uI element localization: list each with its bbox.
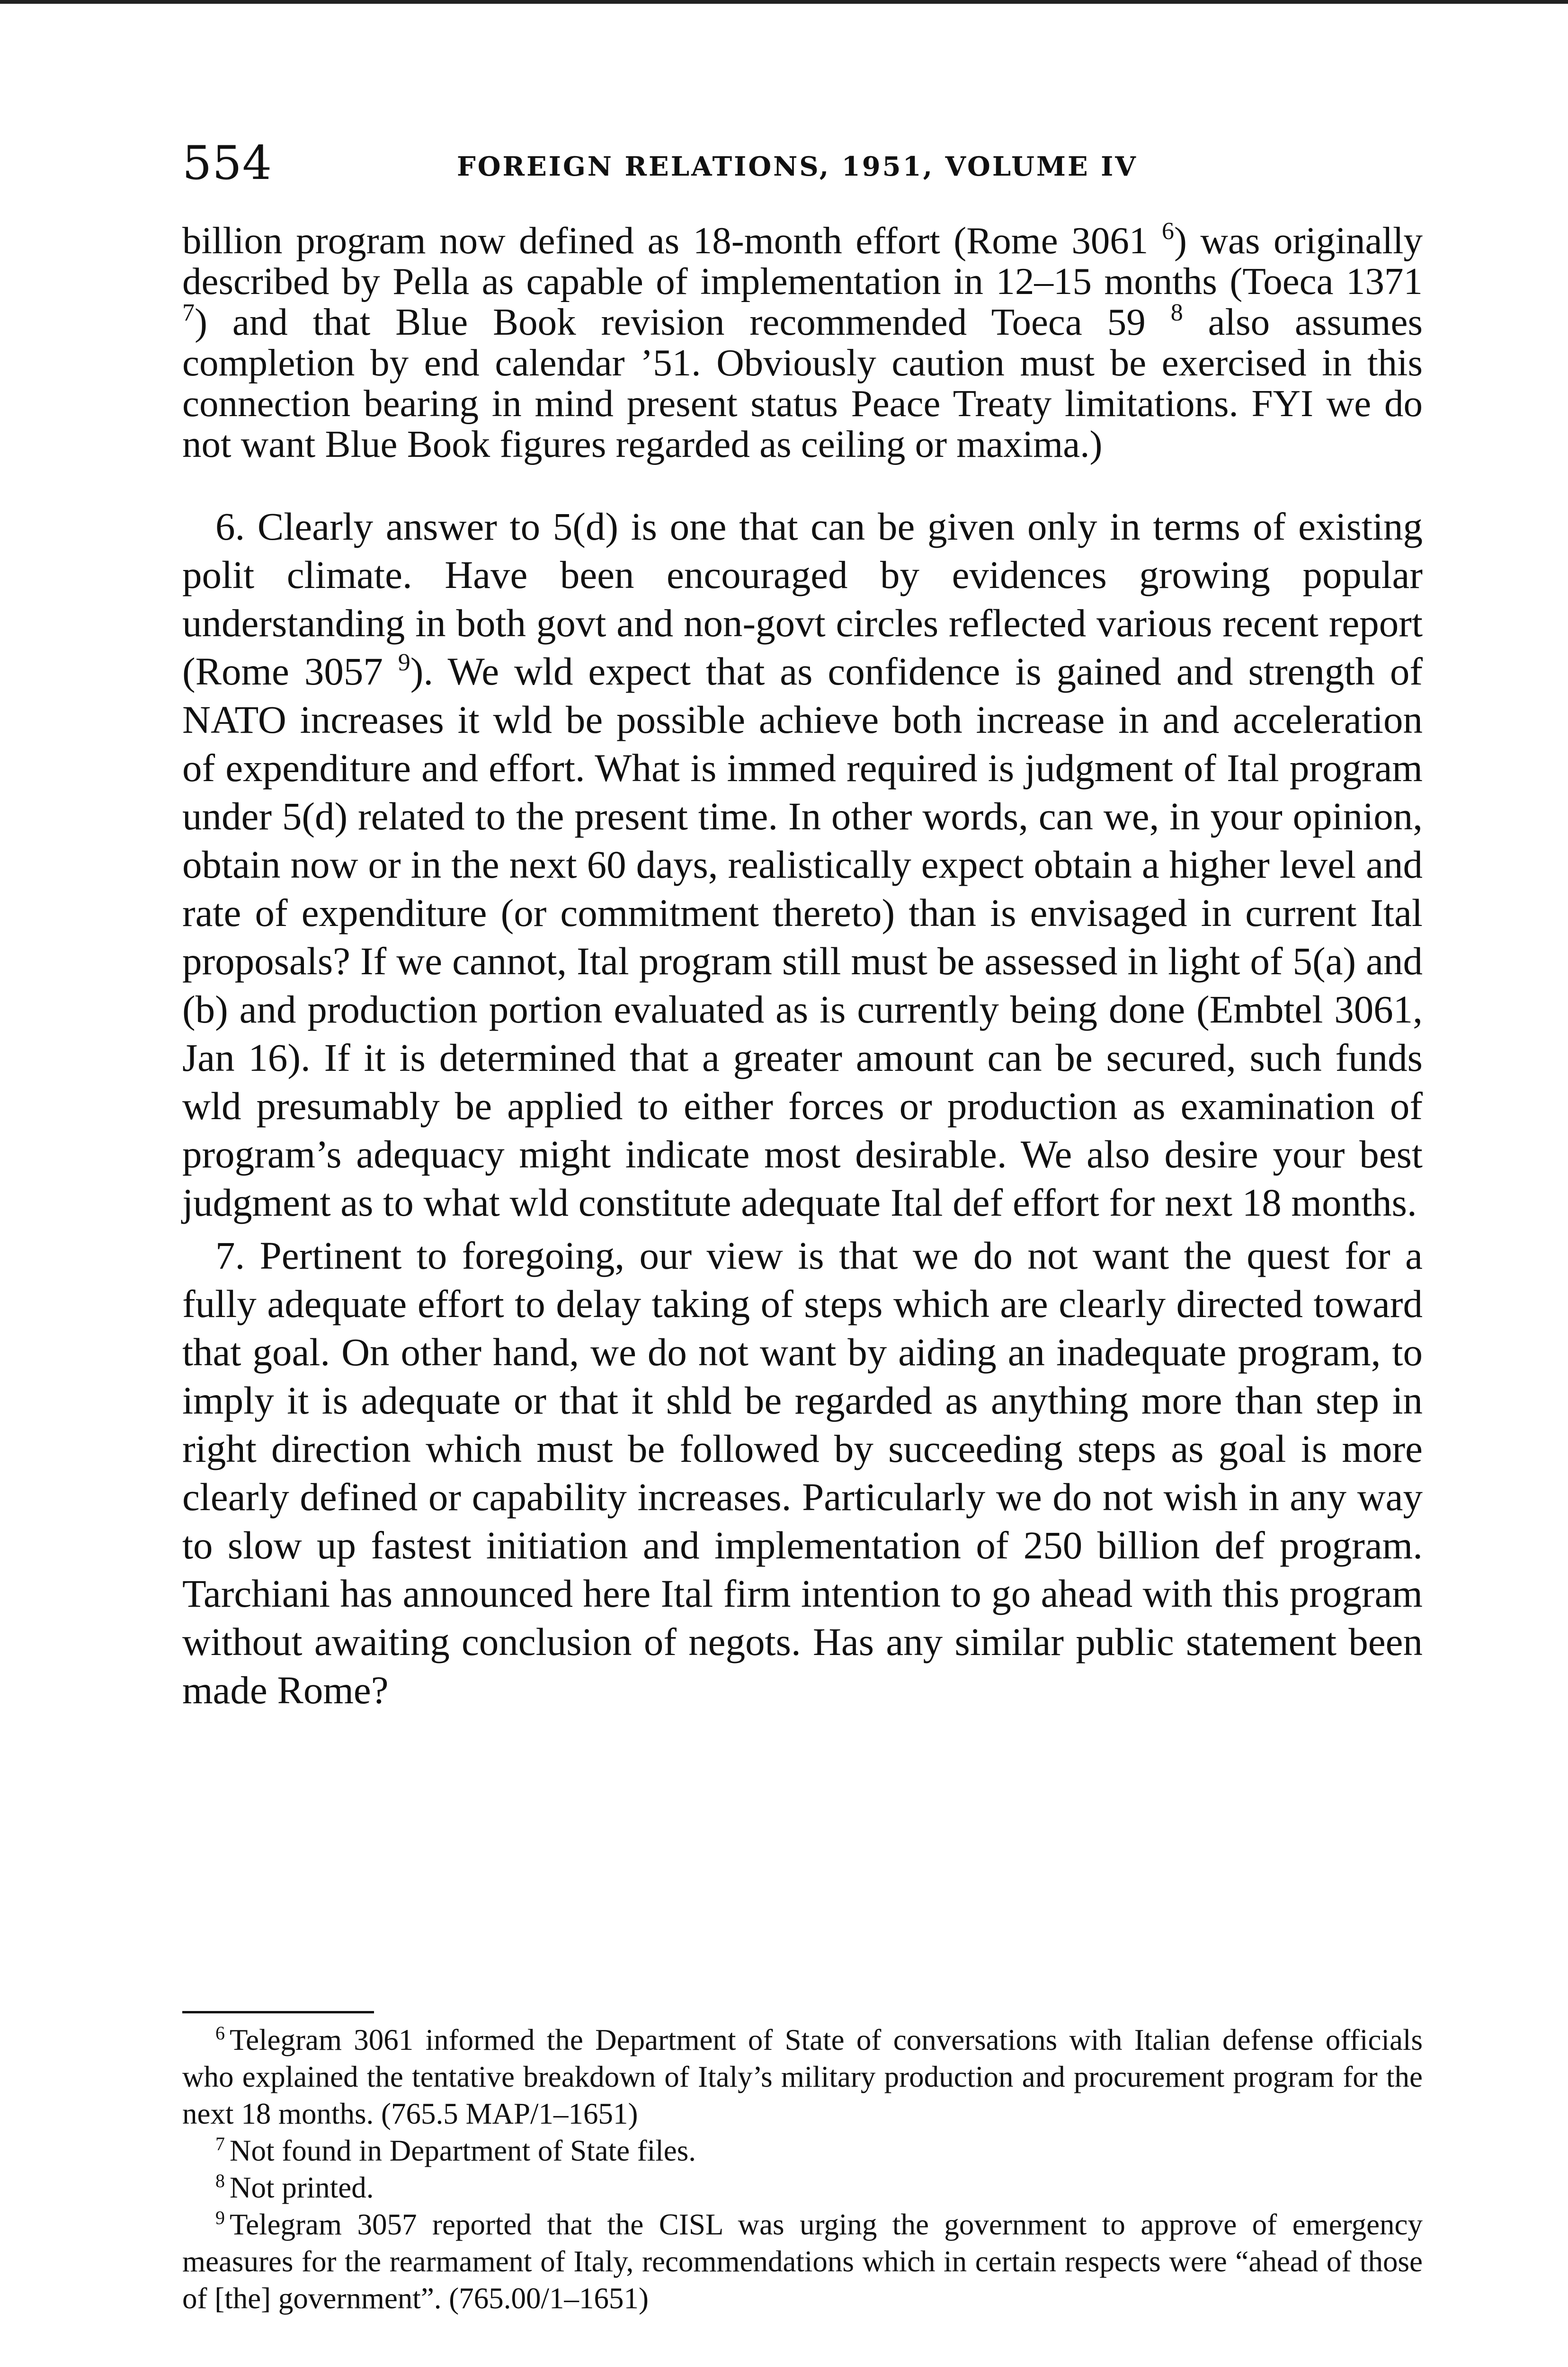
footnote-text: Telegram 3061 informed the Department of State of conversations with Italian defense officials who explained the tentative breakdown of Italy’s military production and procurement program for the next 18 months. (765.5 MAP/1–1651) bbox=[182, 2023, 1423, 2130]
footnote-8 bbox=[182, 2169, 1423, 2206]
footnote-mark: 8 bbox=[215, 2170, 225, 2191]
footnote-mark: 6 bbox=[215, 2022, 225, 2044]
footnotes bbox=[182, 2021, 1423, 2317]
footnote-ref-8[interactable]: 8 bbox=[1170, 299, 1183, 326]
footnote-6 bbox=[182, 2021, 1423, 2132]
footnote-text: Not printed. bbox=[230, 2171, 374, 2204]
footnote-separator bbox=[182, 2011, 374, 2013]
footnote-text: Not found in Department of State files. bbox=[230, 2134, 696, 2167]
footnote-text: Telegram 3057 reported that the CISL was urging the government to approve of emergency measures for the rearmament of Italy, recommendations which in certain respects were “ahead of those of [the] government”. (765.00/1–1651) bbox=[182, 2208, 1423, 2315]
paragraph-7: 7. Pertinent to foregoing, our view is that we do not want the quest for a fully adequate effort to delay taking of steps which are clearly directed toward that goal. On other hand, we do not want by aiding an inadequate program, to imply it is adequate or that it shld be regarded as anything more than step in right direction which must be followed by succeeding steps as goal is more clearly defined or capability increases. Particularly we do not wish in any way to slow up fastest initiation and implementation of 250 billion def program. Tarchiani has announced here Ital firm intention to go ahead with this program without awaiting conclusion of negots. Has any similar public statement been made Rome? bbox=[182, 1234, 1423, 1712]
page-number: 554 bbox=[182, 136, 273, 190]
running-header bbox=[182, 137, 1425, 189]
footnote-mark: 7 bbox=[215, 2133, 225, 2154]
running-title: FOREIGN RELATIONS, 1951, VOLUME IV bbox=[457, 151, 1138, 182]
footnote-7 bbox=[182, 2132, 1423, 2169]
paragraph-continued: billion program now defined as 18-month effort (Rome 3061 $^6$) was originally described by Pella as capable of implementation in 12–15 months (Toeca 1371 $^7$) and that Blue Book revision recommended Toeca 59 $^8$ also assumes completion by end calendar ’51. Obviously caution must be exercised in this connection bearing in mind present status Peace Treaty limitations. FYI we do not want Blue Book figures regarded as ceiling or maxima.) bbox=[182, 218, 1423, 465]
footnote-9 bbox=[182, 2206, 1423, 2317]
footnote-ref-6[interactable]: 6 bbox=[1161, 218, 1174, 245]
footnote-ref-9[interactable]: 9 bbox=[398, 649, 410, 676]
scan-top-edge bbox=[0, 0, 1568, 4]
paragraph-6: 6. Clearly answer to 5(d) is one that can be given only in terms of existing polit climate. Have been encouraged by evidences growing popular understanding in both govt and non-govt circles reflected various recent report (Rome 3057 $^9$). We wld expect that as confidence is gained and strength of NATO increases it wld be possible achieve both increase in and acceleration of expenditure and effort. What is immed required is judgment of Ital program under 5(d) related to the present time. In other words, can we, in your opinion, obtain now or in the next 60 days, realistically expect obtain a higher level and rate of expenditure (or commitment thereto) than is envisaged in current Ital proposals? If we cannot, Ital program still must be assessed in light of 5(a) and (b) and production portion evaluated as is currently being done (Embtel 3061, Jan 16). If it is determined that a greater amount can be secured, such funds wld presumably be applied to either forces or production as examination of program’s adequacy might indicate most desirable. We also desire your best judgment as to what wld constitute adequate Ital def effort for next 18 months. bbox=[182, 505, 1423, 1224]
footnote-mark: 9 bbox=[215, 2207, 225, 2228]
body-text bbox=[182, 220, 1423, 1714]
footnote-ref-7[interactable]: 7 bbox=[182, 299, 195, 326]
